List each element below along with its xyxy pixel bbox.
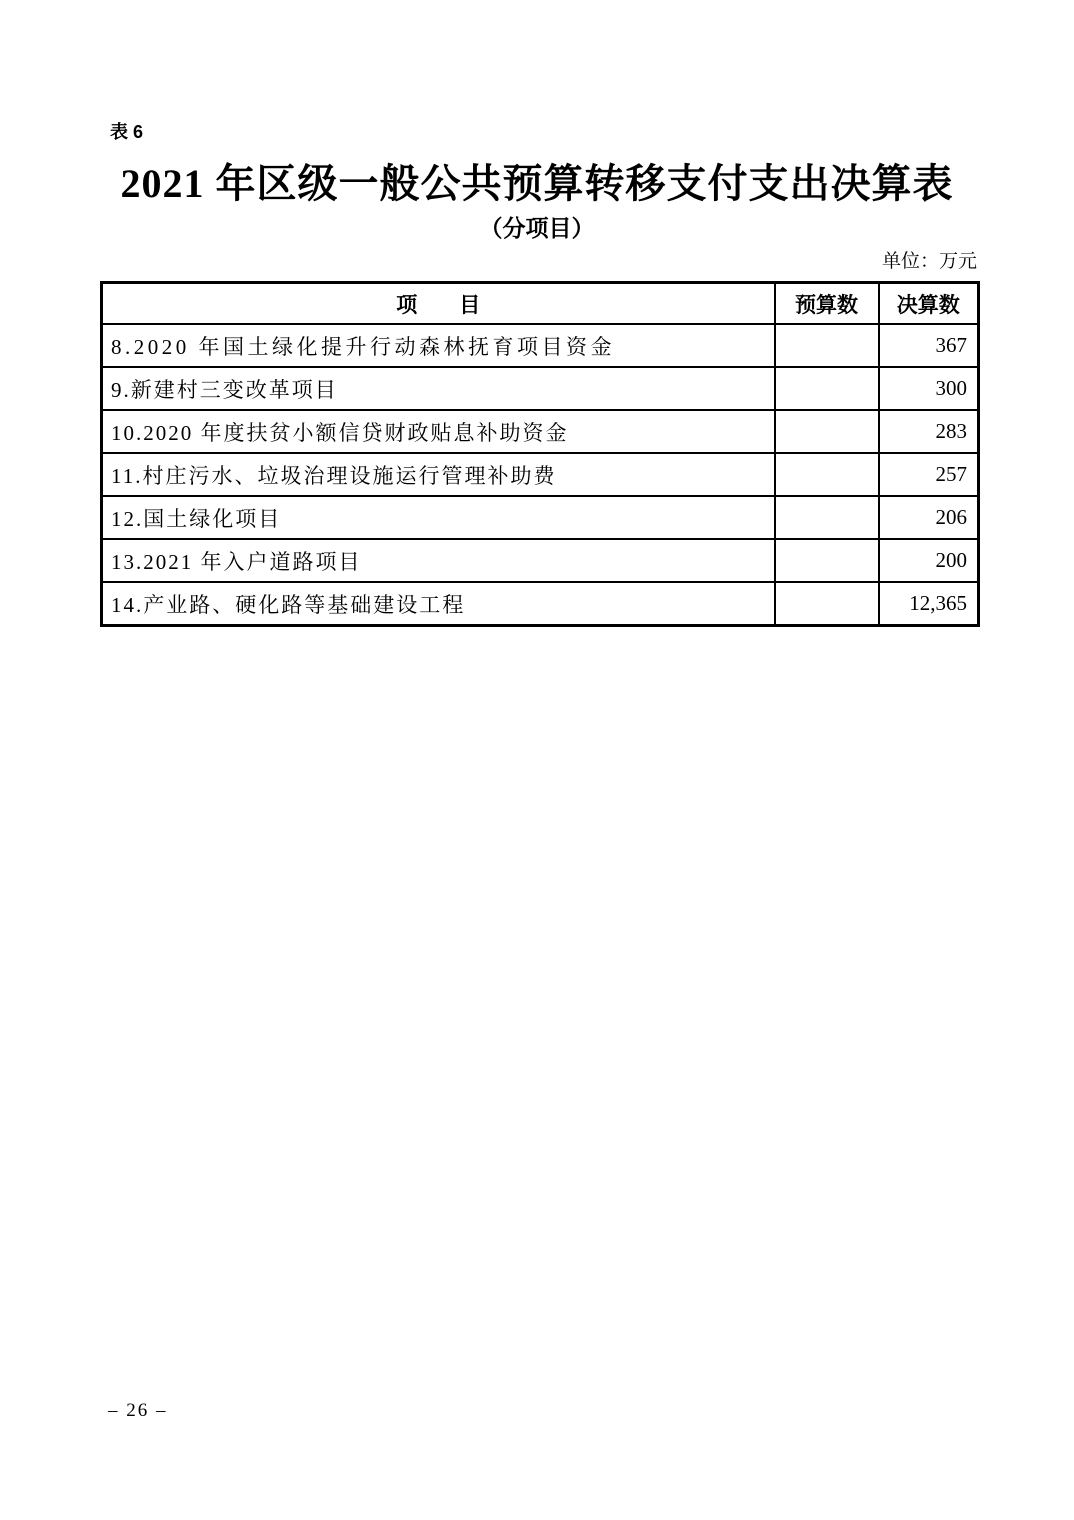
item-cell: 12.国土绿化项目	[102, 496, 775, 539]
final-cell: 12,365	[879, 582, 979, 626]
table-row	[102, 539, 979, 582]
unit-note: 单位：万元	[881, 251, 977, 272]
budget-cell	[775, 539, 879, 582]
budget-cell	[775, 496, 879, 539]
item-cell: 8.2020 年国土绿化提升行动森林抚育项目资金	[102, 324, 775, 367]
final-cell: 300	[879, 367, 979, 410]
final-cell: 200	[879, 539, 979, 582]
table-row	[102, 496, 979, 539]
table-header-row	[102, 283, 979, 325]
budget-cell	[775, 410, 879, 453]
column-header-item: 项 目	[102, 283, 775, 325]
column-header-final: 决算数	[879, 283, 979, 325]
page-title: 2021 年区级一般公共预算转移支付支出决算表	[120, 161, 954, 206]
final-cell: 367	[879, 324, 979, 367]
column-header-budget: 预算数	[775, 283, 879, 325]
table-number-label: 表 6	[110, 122, 144, 142]
budget-cell	[775, 453, 879, 496]
page-subtitle: （分项目）	[479, 216, 595, 241]
budget-cell	[775, 324, 879, 367]
table-row	[102, 582, 979, 626]
table-row	[102, 410, 979, 453]
table-header	[102, 283, 979, 325]
item-cell: 10.2020 年度扶贫小额信贷财政贴息补助资金	[102, 410, 775, 453]
table-row	[102, 453, 979, 496]
final-cell: 257	[879, 453, 979, 496]
final-cell: 206	[879, 496, 979, 539]
final-cell: 283	[879, 410, 979, 453]
item-cell: 14.产业路、硬化路等基础建设工程	[102, 582, 775, 626]
table-row	[102, 367, 979, 410]
page-number: – 26 –	[108, 1400, 168, 1421]
item-cell: 9.新建村三变改革项目	[102, 367, 775, 410]
table-row	[102, 324, 979, 367]
item-cell: 11.村庄污水、垃圾治理设施运行管理补助费	[102, 453, 775, 496]
budget-cell	[775, 367, 879, 410]
budget-cell	[775, 582, 879, 626]
item-cell: 13.2021 年入户道路项目	[102, 539, 775, 582]
budget-table	[100, 281, 980, 627]
table-body	[102, 324, 979, 626]
